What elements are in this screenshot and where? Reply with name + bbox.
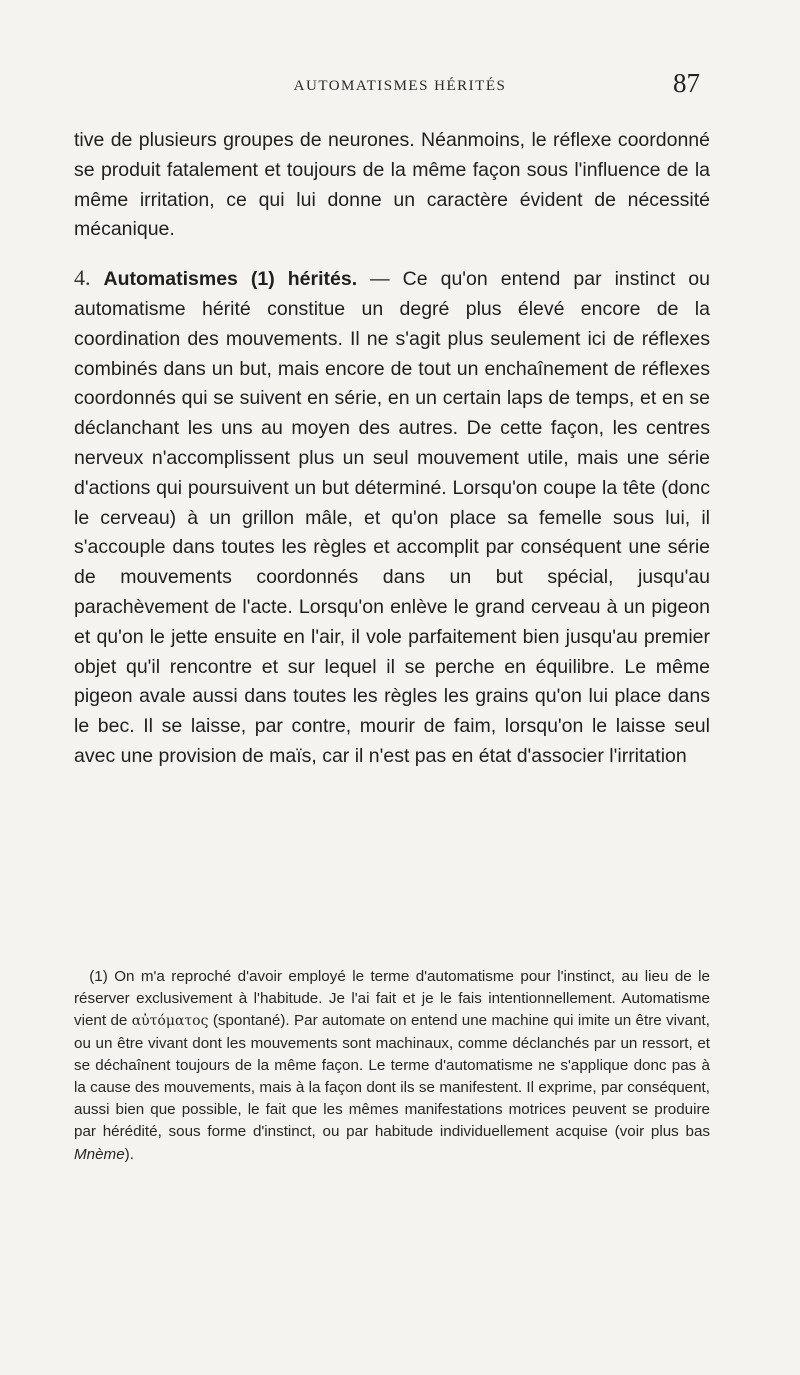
- section-title-start: Automatismes: [103, 268, 238, 291]
- section-text: — Ce qu'on entend par instinct ou automatisme hérité constitue un degré plus élevé encore de la coordination des mouvements. Il ne s'agit plus seulement ici de réflexes combinés dans un but, mais encore de tout un enchaînement de réflexes coordonnés qui se suivent en série, en un certain laps de temps, et en se déclanchant les uns au moyen des autres. De cette façon, les centres nerveux n'accomplissent plus un seul mouvement utile, mais une série d'actions qui poursuivent un but déterminé. Lorsqu'on coupe la tête (donc le cerveau) à un grillon mâle, et qu'on place sa femelle sous lui, il s'accouple dans toutes les règles et accomplit par conséquent une série de mouvements coordonnés dans un but spécial, jusqu'au parachèvement de l'acte. Lorsqu'on enlève le grand cerveau à un pigeon et qu'on le jette ensuite en l'air, il vole parfaitement bien jusqu'au premier objet qu'il rencontre et sur lequel il se perche en équilibre. Le même pigeon avale aussi dans toutes les règles les grains qu'on lui place dans le bec. Il se laisse, par contre, mourir de faim, lorsqu'on le laisse seul avec une provision de maïs, car il n'est pas en état d'associer l'irritation: [74, 268, 710, 767]
- running-head: AUTOMATISMES HÉRITÉS: [293, 78, 507, 94]
- footnote-italic-reference: Mnème: [74, 1145, 125, 1163]
- page-header: [100, 68, 700, 108]
- footnote-greek-word: αὐτόματος: [131, 1013, 209, 1030]
- footnote-text-2: (spontané). Par automate on entend une machine qui imite un être vivant, ou un être vivant dont les mouvements sont machinaux, comme déclanchés par un ressort, et se déchaînent toujours de la même façon. Le terme d'automatisme ne s'applique donc pas à la cause des mouvements, mais à la façon dont ils se manifestent. Il exprime, par conséquent, aussi bien que possible, le fait que les mêmes manifestations motrices peuvent se produire par hérédité, sous forme d'instinct, ou par habitude individuellement acquise (voir plus bas: [74, 1012, 710, 1141]
- footnote-marker: (1): [89, 968, 108, 985]
- footnote-paragraph: [74, 966, 710, 1166]
- page-number: 87: [673, 68, 700, 98]
- section-paragraph: [74, 263, 710, 772]
- main-text: [74, 126, 710, 772]
- footnote-text-end: ).: [124, 1145, 134, 1163]
- section-title-end: hérités.: [287, 268, 358, 291]
- footnote-text-1: On m'a reproché d'avoir employé le terme d'automatisme pour l'instinct, au lieu de le réserver exclusivement à l'habitude. Je l'ai fait et je le fais intentionnellement. Automatisme vient de: [74, 968, 710, 1030]
- footnote-reference: (1): [250, 268, 275, 291]
- continued-paragraph: tive de plusieurs groupes de neurones. Néanmoins, le réflexe coordonné se produit fatalement et toujours de la même façon sous l'influence de la même irritation, ce qui lui donne un caractère évident de nécessité mécanique.: [74, 129, 710, 241]
- footnote: [74, 966, 710, 1166]
- section-number: 4.: [74, 265, 91, 291]
